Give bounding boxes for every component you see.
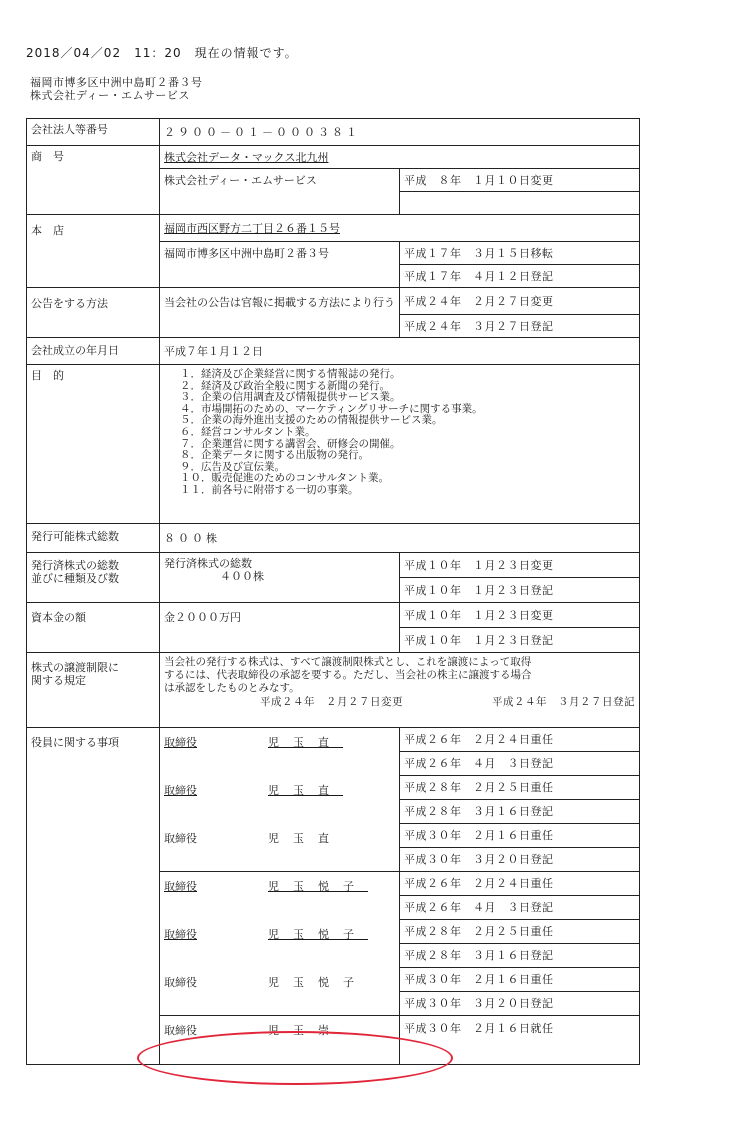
officer-date2: 平成３０年 ３月２０日登記	[400, 992, 640, 1016]
purpose-item: ２．経済及び政治全般に関する新聞の発行。	[180, 379, 390, 392]
notice-date1: 平成２４年 ２月２７日変更	[400, 288, 640, 315]
head-office-date1: 平成１７年 ３月１５日移転	[400, 242, 640, 265]
officer-date1: 平成２８年 ２月２５日重任	[400, 776, 640, 800]
timestamp-line: 2018／04／02 11：20 現在の情報です。	[26, 46, 298, 60]
issued-shares-title: 発行済株式の総数	[164, 557, 252, 570]
label-issued-shares: 発行済株式の総数 並びに種類及び数	[27, 553, 160, 603]
purpose-item: ７．企業運営に関する講習会、研修会の開催。	[180, 437, 401, 450]
purpose-item: １０．販売促進のためのコンサルタント業。	[180, 472, 390, 485]
officer-entry: 取締役 児玉直	[160, 824, 400, 872]
capital-value: 金２０００万円	[160, 603, 400, 653]
row-corp-no	[27, 119, 640, 146]
head-office-old: 福岡市西区野方二丁目２６番１５号	[164, 221, 340, 235]
officer-entry: 取締役 児玉直	[160, 728, 400, 776]
transfer-changed: 平成２４年 ２月２７日変更	[260, 696, 403, 708]
issued-shares-date2: 平成１０年 １月２３日登記	[400, 578, 640, 603]
officer-entry: 取締役 児玉崇	[160, 1016, 400, 1065]
officer-entry: 取締役 児玉悦子	[160, 920, 400, 968]
red-circle-annotation	[137, 1031, 453, 1085]
capital-date1: 平成１０年 １月２３日変更	[400, 603, 640, 628]
registry-table	[26, 118, 640, 1065]
officer-date1: 平成２８年 ２月２５日重任	[400, 920, 640, 944]
label-trade-name: 商 号	[27, 146, 160, 215]
officer-date1: 平成３０年 ２月１６日就任	[400, 1016, 640, 1065]
trade-name-old: 株式会社データ・マックス北九州	[164, 150, 329, 164]
transfer-line3: は承認をしたものとみなす。	[164, 682, 300, 694]
label-purpose: 目 的	[27, 365, 160, 524]
purpose-item: １１．前各号に附帯する一切の事業。	[180, 483, 359, 496]
trade-name-date1: 平成 ８年 １月１０日変更	[400, 169, 640, 192]
label-corp-no: 会社法人等番号	[27, 119, 160, 146]
label-notice: 公告をする方法	[27, 288, 160, 338]
officer-date2: 平成３０年 ３月２０日登記	[400, 848, 640, 872]
purpose-item: ６．経営コンサルタント業。	[180, 425, 316, 438]
notice-date2: 平成２４年 ３月２７日登記	[400, 315, 640, 338]
purpose-item: ９．広告及び宣伝業。	[180, 460, 285, 473]
issued-shares-date1: 平成１０年 １月２３日変更	[400, 553, 640, 578]
officer-date2: 平成２６年 ４月 ３日登記	[400, 752, 640, 776]
trade-name-new: 株式会社ディー・エムサービス	[160, 169, 400, 215]
label-authorized-shares: 発行可能株式総数	[27, 524, 160, 553]
label-capital: 資本金の額	[27, 603, 160, 653]
head-office-new: 福岡市博多区中洲中島町２番３号	[160, 242, 400, 288]
purpose-item: ３．企業の信用調査及び情報提供サービス業。	[180, 391, 401, 404]
officer-date1: 平成３０年 ２月１６日重任	[400, 968, 640, 992]
transfer-line2: するには、代表取締役の承認を要する。ただし、当会社の株主に譲渡する場合	[164, 669, 532, 681]
head-office-date2: 平成１７年 ４月１２日登記	[400, 265, 640, 288]
label-head-office: 本 店	[27, 215, 160, 288]
issued-shares-count: ４００株	[220, 570, 264, 583]
purpose-item: ５．企業の海外進出支援のための情報提供サービス業。	[180, 414, 443, 427]
officer-entry: 取締役 児玉悦子	[160, 968, 400, 1016]
capital-date2: 平成１０年 １月２３日登記	[400, 628, 640, 653]
row-trade-name	[27, 146, 640, 169]
notice-value: 当会社の公告は官報に掲載する方法により行う	[160, 288, 400, 338]
officer-date1: 平成２６年 ２月２４日重任	[400, 872, 640, 896]
purpose-item: ８．企業データに関する出版物の発行。	[180, 449, 369, 462]
established-value: 平成７年１月１２日	[160, 338, 640, 365]
header-company: 株式会社ディー・エムサービス	[30, 89, 190, 102]
purpose-list	[160, 365, 640, 524]
officer-date1: 平成３０年 ２月１６日重任	[400, 824, 640, 848]
transfer-line1: 当会社の発行する株式は、すべて譲渡制限株式とし、これを譲渡によって取得	[164, 656, 532, 668]
officer-date2: 平成２８年 ３月１６日登記	[400, 944, 640, 968]
header-address: 福岡市博多区中洲中島町２番３号	[30, 76, 203, 89]
officer-date2: 平成２６年 ４月 ３日登記	[400, 896, 640, 920]
label-transfer: 株式の譲渡制限に 関する規定	[27, 653, 160, 728]
authorized-shares-value: ８００株	[160, 524, 640, 553]
transfer-registered: 平成２４年 ３月２７日登記	[492, 696, 635, 708]
purpose-item: １．経済及び企業経営に関する情報誌の発行。	[180, 368, 401, 380]
label-officers: 役員に関する事項	[27, 728, 160, 1065]
transfer-text	[160, 653, 640, 728]
officer-date2: 平成２８年 ３月１６日登記	[400, 800, 640, 824]
trade-name-date2	[400, 192, 640, 215]
value-corp-no: ２９００－０１－０００３８１	[160, 119, 640, 146]
label-established: 会社成立の年月日	[27, 338, 160, 365]
officer-entry: 取締役 児玉悦子	[160, 872, 400, 920]
purpose-item: ４．市場開拓のための、マーケティングリサーチに関する事業。	[180, 402, 483, 415]
officer-date1: 平成２６年 ２月２４日重任	[400, 728, 640, 752]
officer-entry: 取締役 児玉直	[160, 776, 400, 824]
